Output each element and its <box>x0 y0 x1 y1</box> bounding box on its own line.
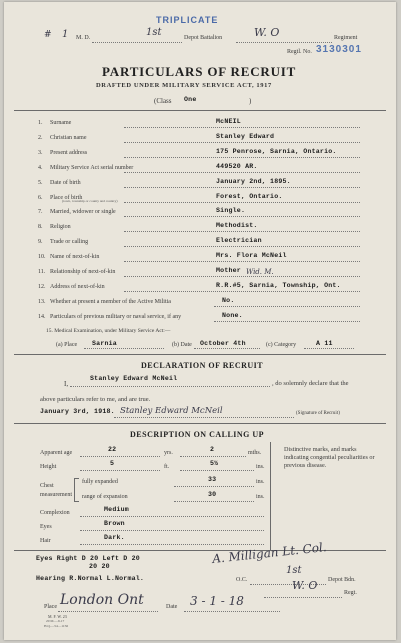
triplicate-stamp: TRIPLICATE <box>156 15 219 25</box>
yrs-label: yrs. <box>164 450 173 456</box>
field-leader <box>124 291 360 292</box>
field-number: 3. <box>38 150 43 156</box>
range-of-expansion-label: range of expansion <box>82 494 128 500</box>
field-value: Mother <box>216 267 241 274</box>
field-leader <box>124 216 360 217</box>
medical-heading: 15. Medical Examination, under Military Service Act:— <box>46 328 171 334</box>
eyes-vision-line: Eyes Right D 20 Left D 20 <box>36 555 140 562</box>
field-label: Relationship of next-of-kin <box>50 269 116 275</box>
field-label: Place of birth <box>50 195 83 201</box>
form-code-3: H.Q.—54—1156 <box>44 624 69 628</box>
mths-label: mths. <box>248 450 262 456</box>
height-ft: 5 <box>110 460 115 467</box>
field-number: 2. <box>38 135 43 141</box>
hair-value: Dark. <box>104 534 125 541</box>
place-handwritten: London Ont <box>60 592 144 608</box>
field-label: Present address <box>50 150 88 156</box>
field-value: Forest, Ontario. <box>216 193 283 200</box>
field-leader <box>124 172 360 173</box>
depot-label: Depot Bdn. <box>328 577 356 583</box>
regt-handwritten: W. O <box>292 579 318 592</box>
regiment-label: Regiment <box>334 35 358 41</box>
field-leader <box>124 142 360 143</box>
apparent-age-months: 2 <box>210 446 215 453</box>
field-value: Mrs. Flora McNeil <box>216 252 287 259</box>
field-number: 5. <box>38 180 43 186</box>
date-label: Date <box>166 604 178 610</box>
field-leader <box>124 231 360 232</box>
field-label: Trade or calling <box>50 239 89 245</box>
field-leader <box>124 127 360 128</box>
field-label: Military Service Act serial number <box>50 165 134 171</box>
form-title: PARTICULARS OF RECRUIT <box>102 64 297 79</box>
medical-date-value: October 4th <box>200 340 246 347</box>
chest-label: Chest measurement <box>40 483 72 498</box>
field-leader <box>124 157 360 158</box>
class-value: One <box>184 96 197 103</box>
field-number: 13. <box>38 299 46 305</box>
medical-category-label: (c) Category <box>266 342 297 348</box>
apparent-age-years: 22 <box>108 446 117 453</box>
medical-category-value: A 11 <box>316 340 333 347</box>
field-label: Religion <box>50 224 71 230</box>
declaration-i-label: I, <box>64 380 69 388</box>
ins-label-range: ins. <box>256 494 265 500</box>
field-value: None. <box>222 312 243 319</box>
regtl-no-label: Regtl. No. <box>287 49 312 55</box>
field-number: 12. <box>38 284 46 290</box>
depot-battalion-value: 1st <box>146 27 162 38</box>
regiment-value: W. O <box>254 26 280 39</box>
signature-label: (Signature of Recruit) <box>296 411 340 416</box>
eyes-label: Eyes <box>40 524 52 530</box>
recruit-form-sheet <box>4 2 396 640</box>
field-leader <box>124 261 360 262</box>
hair-label: Hair <box>40 538 51 544</box>
field-number: 7. <box>38 209 43 215</box>
field-value: Electrician <box>216 237 262 244</box>
field-leader <box>214 306 360 307</box>
depot-handwritten: 1st <box>286 565 302 576</box>
recruit-signature: Stanley Edward McNeil <box>120 406 223 416</box>
height-label: Height <box>40 464 57 470</box>
ins-label-chest: ins. <box>256 479 265 485</box>
field-leader <box>214 321 360 322</box>
fully-expanded-label: fully expanded <box>82 479 118 485</box>
field-value: 449520 AR. <box>216 163 258 170</box>
field-label: Name of next-of-kin <box>50 254 100 260</box>
class-close: ) <box>249 97 252 105</box>
declaration-text-1: , do solemnly declare that the <box>272 380 349 387</box>
oc-label: O.C. <box>236 577 248 583</box>
field-label: Date of birth <box>50 180 81 186</box>
field-value: Methodist. <box>216 222 258 229</box>
complexion-value: Medium <box>104 506 129 513</box>
range-of-expansion-value: 30 <box>208 491 217 498</box>
field-value: January 2nd, 1895. <box>216 178 291 185</box>
complexion-label: Complexion <box>40 510 70 516</box>
field-label: Married, widower or single <box>50 209 116 215</box>
declaration-text-2: above particulars refer to me, and are true. <box>40 396 151 403</box>
depot-battalion-label: Depot Battalion <box>184 35 223 41</box>
medical-place-value: Sarnia <box>92 340 117 347</box>
field-label: Particulars of previous military or naval service, if any <box>50 314 182 320</box>
field-number: 8. <box>38 224 43 230</box>
field-value: Single. <box>216 207 246 214</box>
field-leader <box>124 246 360 247</box>
field-number: 4. <box>38 165 43 171</box>
regtl-no-value: 3130301 <box>316 44 362 55</box>
field-label: Address of next-of-kin <box>50 284 105 290</box>
class-label: (Class <box>154 97 172 105</box>
field-number: 9. <box>38 239 43 245</box>
height-ins: 5½ <box>210 460 219 467</box>
m-d-label: M. D. <box>76 35 91 41</box>
declaration-name: Stanley Edward McNeil <box>90 375 178 382</box>
eyes-vision-denominators: 20 20 <box>89 563 110 570</box>
declaration-date: January 3rd, 1918. <box>40 408 115 415</box>
form-code-2: 20 M.—9-17 <box>46 619 65 623</box>
field-leader <box>124 276 360 277</box>
apparent-age-label: Apparent age <box>40 450 73 456</box>
field-number: 10. <box>38 254 46 260</box>
place-of-birth-note: (town, township or county and country) <box>62 199 118 203</box>
medical-place-label: (a) Place <box>56 342 78 348</box>
ft-label: ft. <box>164 464 170 470</box>
regt-label: Regt. <box>344 590 357 596</box>
field-value: McNEIL <box>216 118 241 125</box>
field-leader <box>124 187 360 188</box>
place-label: Place <box>44 604 57 610</box>
field-value: R.R.#5, Sarnia, Township, Ont. <box>216 282 341 289</box>
field-number: 1. <box>38 120 43 126</box>
field-number: 11. <box>38 269 46 275</box>
field-number: 14. <box>38 314 46 320</box>
number-prefix: # <box>44 30 52 40</box>
fully-expanded-value: 33 <box>208 476 217 483</box>
date-handwritten: 3 - 1 - 18 <box>190 594 244 608</box>
m-d-value: 1 <box>62 29 69 40</box>
officer-signature: A. Milligan Lt. Col. <box>211 540 328 566</box>
relationship-handwritten: Wid. M. <box>246 268 274 276</box>
ins-label-height: ins. <box>256 464 265 470</box>
field-number: 6. <box>38 195 43 201</box>
hearing-line: Hearing R.Normal L.Normal. <box>36 575 145 582</box>
distinctive-marks-text: Distinctive marks, and marks indicating congential peculiarities or previous disease. <box>284 446 375 469</box>
form-code: M. F. W. 23 <box>48 614 67 619</box>
description-heading: DESCRIPTION ON CALLING UP <box>130 430 265 439</box>
medical-date-label: (b) Date <box>172 342 192 348</box>
field-value: Stanley Edward <box>216 133 275 140</box>
field-leader <box>124 202 360 203</box>
field-label: Surname <box>50 120 72 126</box>
form-subtitle: DRAFTED UNDER MILITARY SERVICE ACT, 1917 <box>96 82 272 89</box>
declaration-heading: DECLARATION OF RECRUIT <box>141 361 264 370</box>
field-label: Christian name <box>50 135 87 141</box>
field-value: No. <box>222 297 235 304</box>
field-label: Whether at present a member of the Active Militia <box>50 299 171 305</box>
field-value: 175 Penrose, Sarnia, Ontario. <box>216 148 337 155</box>
eyes-value: Brown <box>104 520 125 527</box>
